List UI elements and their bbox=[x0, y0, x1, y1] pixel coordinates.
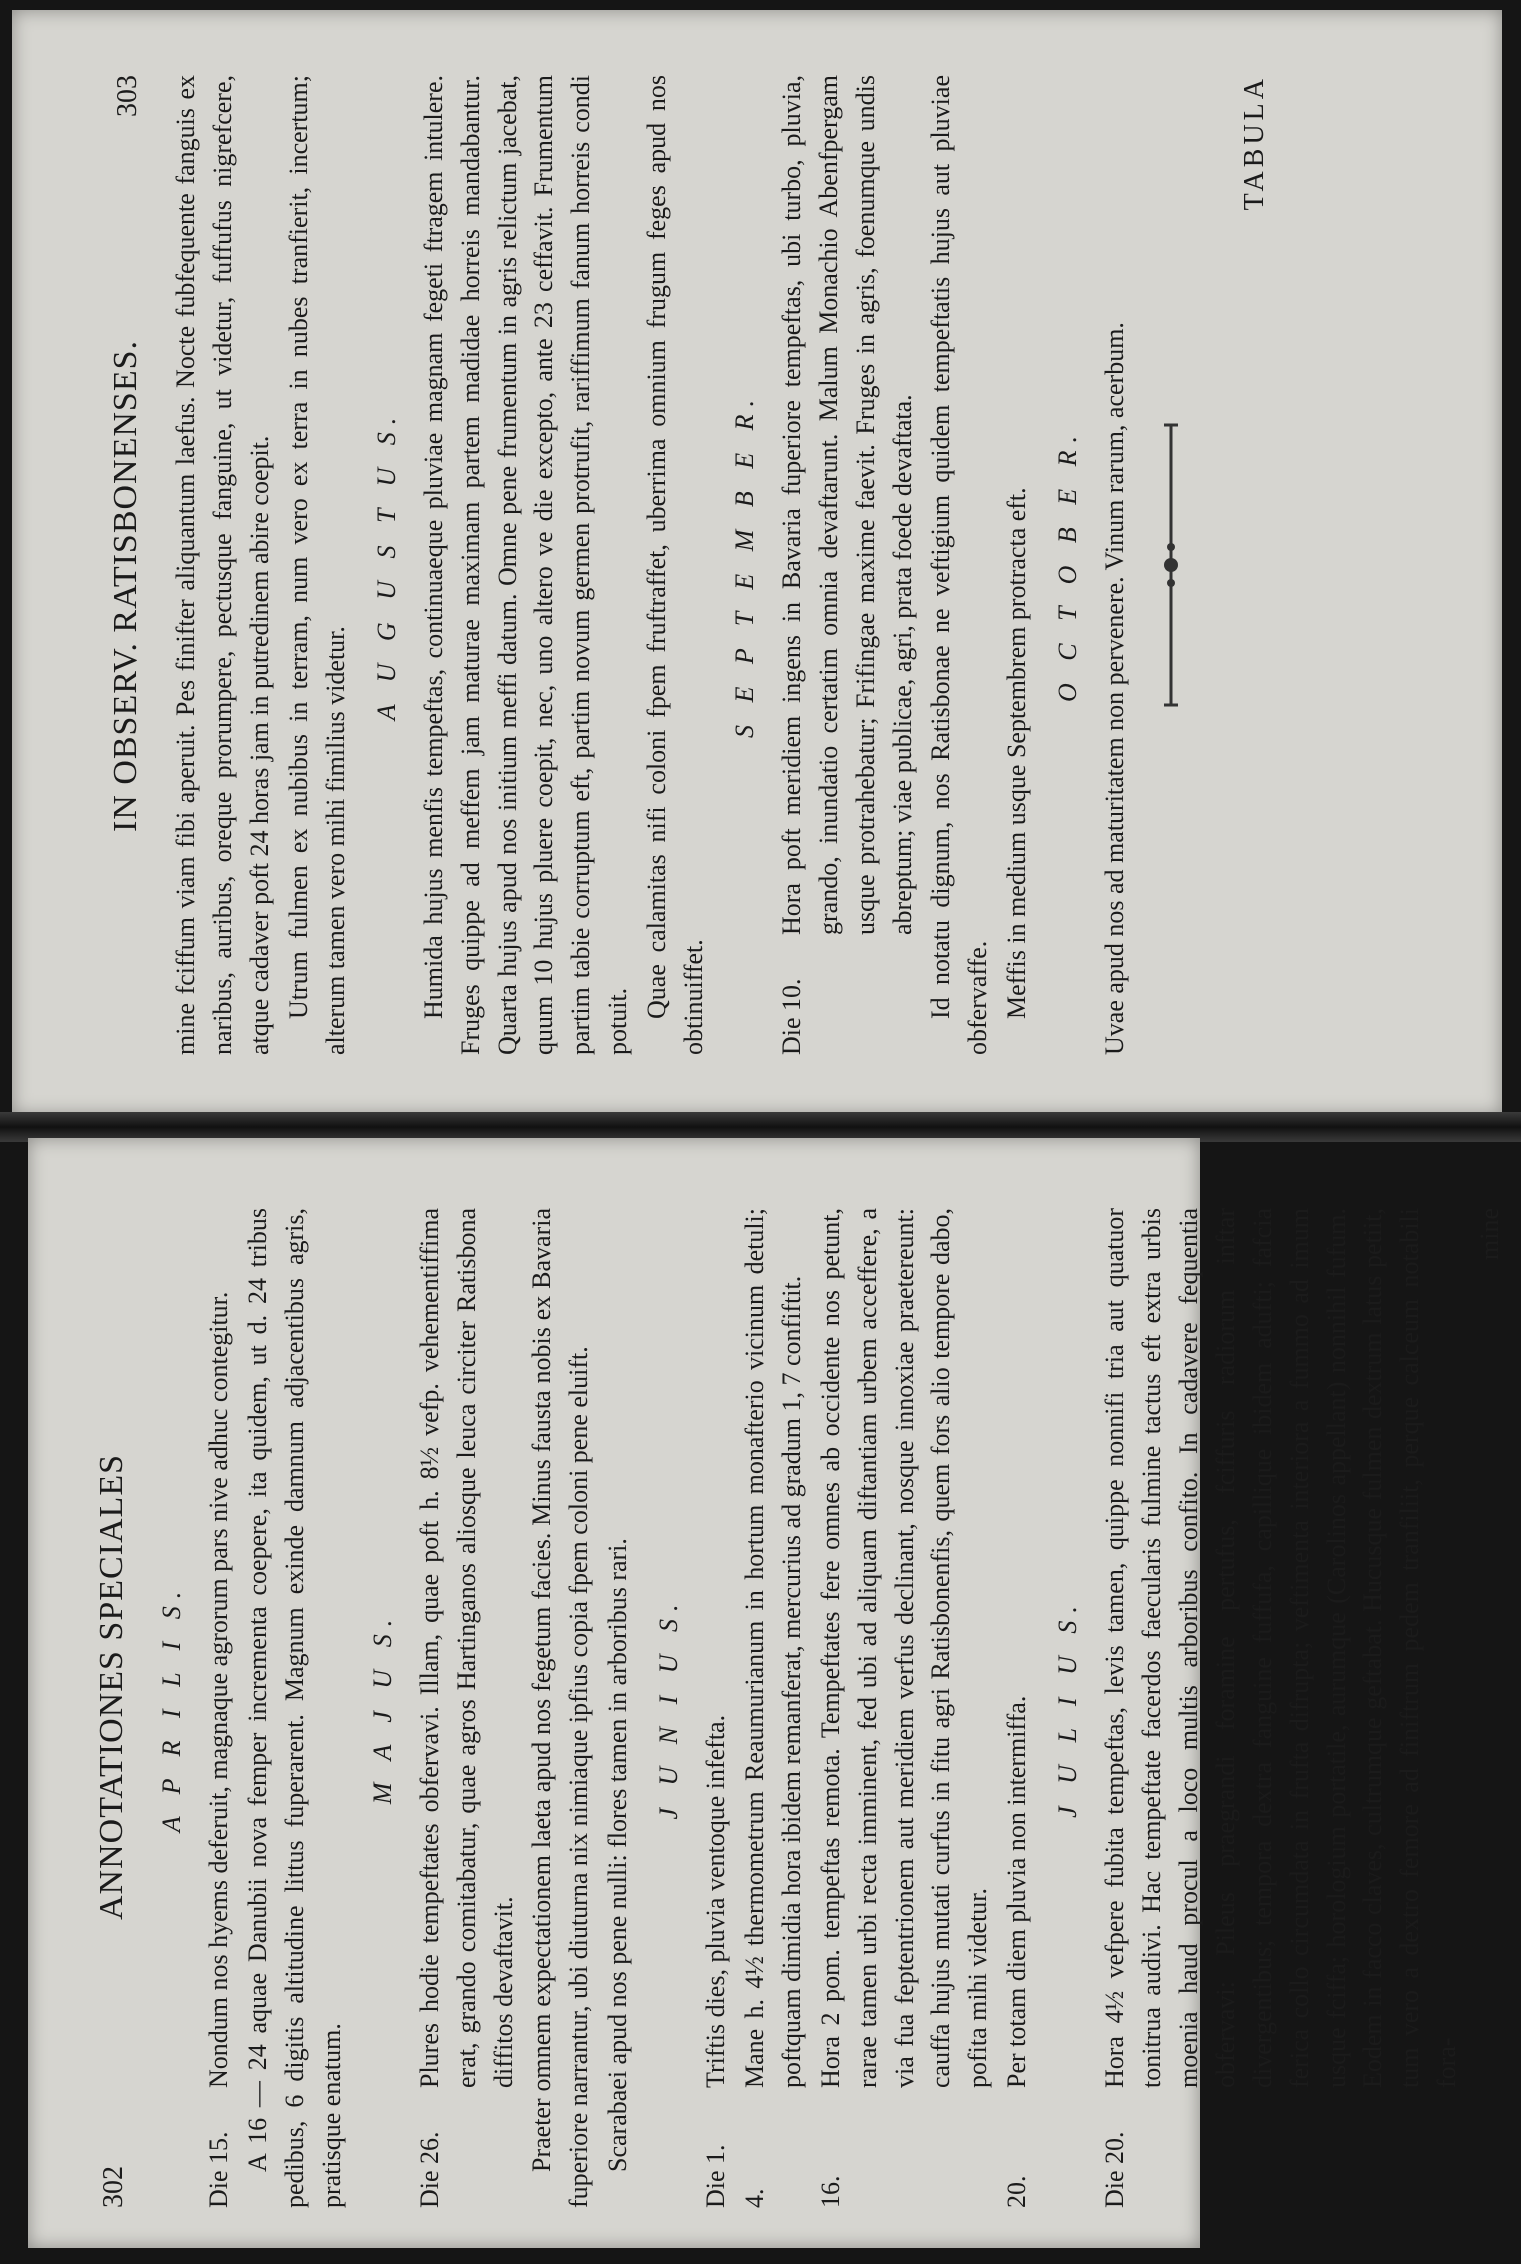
ornament-icon bbox=[1160, 415, 1182, 715]
running-head bbox=[88, 1208, 136, 2208]
paragraph: Humida hujus menfis tempeftas, continuaeque pluviae magnam fegeti ftragem intulere. Fruges quippe ad meffem jam maturae maximam partem madidae horreis mandabantur. Quarta hujus apud nos initium meffi datum. Omne pene frumentum in agris relictum jacebat, quum 10 hujus pluere coepit, nec, uno altero ve die excepto, ante 23 ceffavit. Frumentum partim tabie corruptum eft, partim novum germen protrufit, rariffimum fanum horreis condi potuit. bbox=[418, 75, 633, 1055]
diary-entry bbox=[412, 1208, 523, 2208]
right-page-body bbox=[102, 75, 1274, 1055]
month-heading: S E P T E M B E R. bbox=[729, 392, 759, 738]
entry-date: Die 20. bbox=[1100, 2131, 1130, 2208]
entry-date: Die 10. bbox=[776, 978, 806, 1055]
running-head bbox=[102, 75, 150, 1055]
month-heading: A P R I L I S. bbox=[157, 1583, 187, 1833]
entry-text: Hora poft meridiem ingens in Bavaria fuperiore tempeftas, ubi turbo, pluvia, grando, inundatio certatim omnia devaftarunt. Malum Monachio Abenfpergam usque protrahebatur; Frifingae maxime faevit. Fruges in agris, foenumque undis abreptum; viae publicae, agri, prata foede devaftata. bbox=[776, 75, 917, 935]
entry-date: 16. bbox=[815, 2175, 845, 2208]
diary-entry bbox=[201, 1208, 238, 2208]
month-heading: O C T O B E R. bbox=[1053, 427, 1083, 703]
page-number: 302 bbox=[98, 2166, 129, 2208]
paragraph: Id notatu dignum, nos Ratisbonae ne veftigium quidem tempeftatis hujus aut pluviae obfervaffe. bbox=[926, 75, 993, 1055]
month-heading: M A J U S. bbox=[367, 1611, 397, 1805]
page-number: 303 bbox=[112, 75, 143, 117]
right-page bbox=[12, 10, 1502, 1115]
diary-entry bbox=[813, 1208, 998, 2208]
entry-text: Plures hodie tempeftates obfervavi. Illam, quae poft h. 8½ vefp. vehementiffima erat, grando comitabatur, quae agros Hartinganos aliosque leuca circiter Ratisbona diffitos devaftavit. bbox=[414, 1208, 518, 2088]
diary-entry bbox=[999, 1208, 1036, 2208]
paragraph: Praeter omnem expectationem laeta apud nos fegetum facies. Minus fausta nobis ex Bavaria fuperiore narrantur, ubi diuturna nix nimiaque ipfius copia fpem coloni pene eluift. bbox=[527, 1208, 594, 2208]
entry-text: Per totam diem pluvia non intermiffa. bbox=[1002, 1695, 1032, 2088]
entry-date: Die 1. bbox=[701, 2144, 731, 2208]
paragraph: Meffis in medium usque Septembrem protracta eft. bbox=[1002, 487, 1032, 1019]
paragraph: mine fciffum viam fibi aperuit. Pes finifter aliquantum laefus. Nocte fubfequente fanguis ex naribus, auribus, oreque prorumpere, pectusque fanguine, ut videtur, fuffufus nigrefcere, atque cadaver poft 24 horas jam in putredinem abire coepit. bbox=[171, 75, 275, 1055]
month-heading: J U N I U S. bbox=[654, 1596, 684, 1820]
diary-entry bbox=[774, 75, 922, 1055]
paragraph: Scarabaei apud nos pene nulli: flores tamen in arboribus rari. bbox=[603, 1538, 633, 2172]
paragraph: A 16 — 24 aquae Danubii nova femper incrementa coepere, ita quidem, ut d. 24 tribus pedibus, 6 digitis altitudine littus fuperarent. Magnum exinde damnum adjacentibus agris, pratisque enatum. bbox=[243, 1208, 346, 2208]
left-page-rotated-content bbox=[28, 1148, 1505, 2248]
entry-text: Nondum nos hyems deferuit, magnaque agrorum pars nive adhuc contegitur. bbox=[204, 1291, 234, 2088]
entry-text: Hora 2 pom. tempeftas remota. Tempeftates fere omnes ab occidente nos petunt, rarae tamen urbi recta imminent, fed ubi ad aliquam diftantiam urbem acceffere, a via fua feptentrionem aut meridiem verfus declinant, nosque innoxiae praetereunt: cauffa hujus mutati curfus in fitu agri Ratisbonenfis, quem fors alio tempore dabo, pofita mihi videtur. bbox=[815, 1208, 993, 2088]
entry-text: Hora 4½ vefpere fubita tempeftas, levis tamen, quippe nonnifi tria aut quatuor tonitrua audivi. Hac tempeftate facerdos faecularis fulmine tactus eft extra urbis moenia haud procul a loco multis arboribus confito. In cadavere fequentia obfervavi: Pileus praegrandi foramine pertufus, fciffuris radiorum inftar divergentibus; tempora dextra fanguine fuffufa, capillique ibidem adufti; fafcia ferica collo circumdata in frufta difrupta; veftimenta interiora a fummo ad imum usque fciffa; horologium portatile, aurumque (Carolinos appellant) nonnihil fufum. Eodem in facco claves, cultrumque geftabat. Hucusque fulmen dextrum latus petiit, tum vero a dextro femore ad finiftrum pedem tranfiliit, perque calceum notabili fora- bbox=[1100, 1208, 1462, 2088]
entry-text: Triftis dies, pluvia ventoque infefta. bbox=[701, 1714, 731, 2088]
month-heading: A U G U S T U S. bbox=[371, 409, 401, 721]
page-title: ANNOTATIONES SPECIALES bbox=[93, 1454, 130, 1921]
diary-entry bbox=[737, 1208, 811, 2208]
right-page-rotated-content bbox=[12, 10, 1502, 1115]
paragraph: Uvae apud nos ad maturitatem non pervenere. Vinum rarum, acerbum. bbox=[1100, 322, 1130, 1055]
entry-date: 4. bbox=[739, 2188, 769, 2208]
page-title: IN OBSERV. RATISBONENSES. bbox=[107, 339, 144, 833]
catchword: mine bbox=[1475, 1208, 1505, 1260]
ornament-rule bbox=[1152, 75, 1195, 1055]
entry-date: Die 15. bbox=[204, 2131, 234, 2208]
paragraph: Utrum fulmen ex nubibus in terram, num vero ex terra in nubes tranfierit, incertum; alterum tamen vero mihi fimilius videtur. bbox=[283, 75, 350, 1055]
entry-text: Mane h. 4½ thermometrum Reaumurianum in hortum monafterio vicinum detuli; poftquam dimidia hora ibidem remanferat, mercurius ad gradum 1, 7 confiftit. bbox=[739, 1208, 806, 2088]
entry-date: 20. bbox=[1002, 2175, 1032, 2208]
diary-entry bbox=[698, 1208, 735, 2208]
entry-date: Die 26. bbox=[414, 2131, 444, 2208]
left-page-body bbox=[88, 1208, 1509, 2208]
catchword: TABULA bbox=[1238, 75, 1270, 211]
month-heading: J U L I U S. bbox=[1053, 1598, 1083, 1818]
diary-entry bbox=[1097, 1208, 1466, 2208]
paragraph: Quae calamitas nifi coloni fpem fruftraffet, uberrima omnium frugum feges apud nos obtinuiffet. bbox=[642, 75, 709, 1055]
left-page bbox=[28, 1138, 1505, 2248]
